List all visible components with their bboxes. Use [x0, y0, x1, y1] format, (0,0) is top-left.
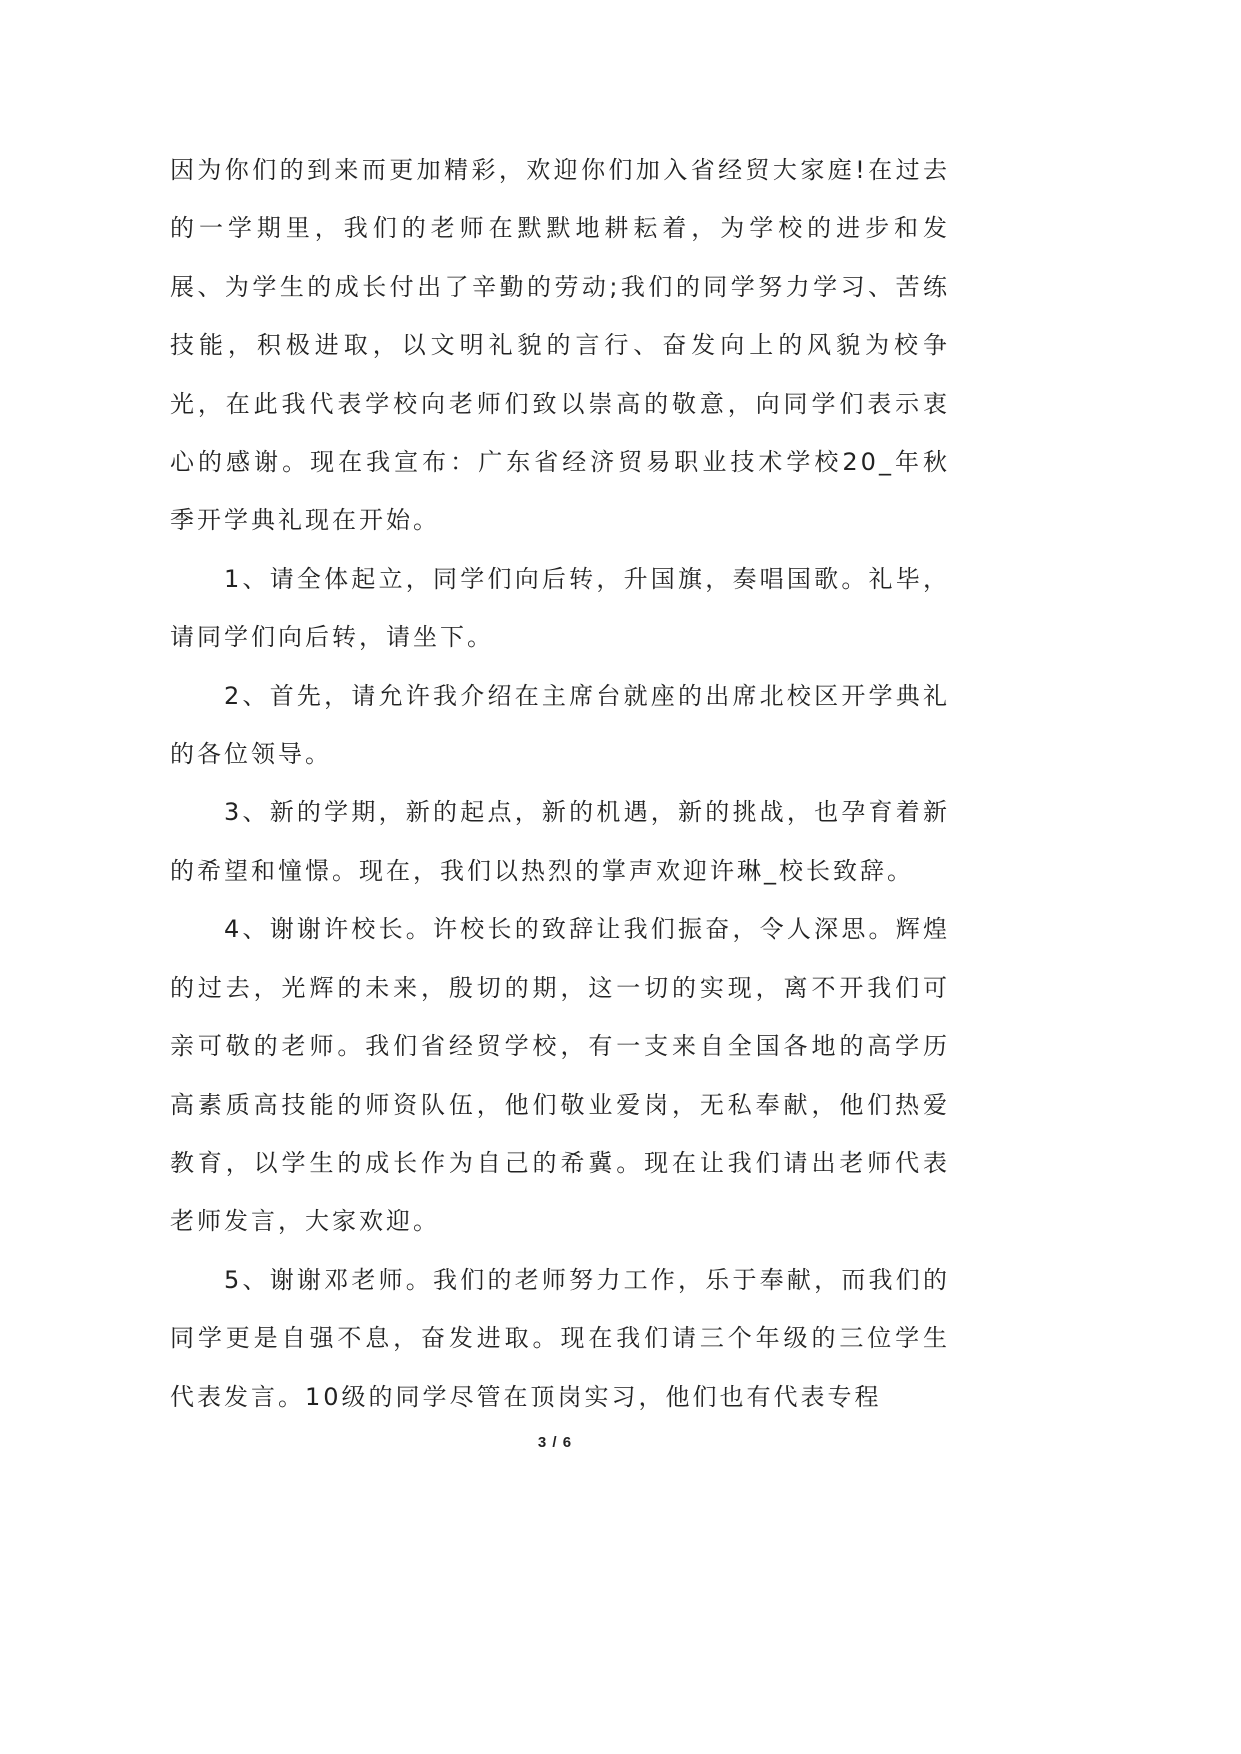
paragraph-item-2: 2、首先，请允许我介绍在主席台就座的出席北校区开学典礼的各位领导。	[170, 681, 950, 769]
paragraph-item-4: 4、谢谢许校长。许校长的致辞让我们振奋，令人深思。辉煌的过去，光辉的未来，殷切的期，这一切的实现，离不开我们可亲可敬的老师。我们省经贸学校，有一支来自全国各地的高学历高素质高技能的师资队伍，他们敬业爱岗，无私奉献，他们热爱教育，以学生的成长作为自己的希冀。现在让我们请出老师代表老师发言，大家欢迎。	[170, 915, 950, 1236]
document-body	[170, 141, 950, 1426]
paragraph-intro: 因为你们的到来而更加精彩，欢迎你们加入省经贸大家庭!在过去的一学期里，我们的老师在默默地耕耘着，为学校的进步和发展、为学生的成长付出了辛勤的劳动;我们的同学努力学习、苦练技能，积极进取，以文明礼貌的言行、奋发向上的风貌为校争光，在此我代表学校向老师们致以崇高的敬意，向同学们表示衷心的感谢。现在我宣布：广东省经济贸易职业技术学校20_年秋季开学典礼现在开始。	[170, 156, 950, 535]
paragraph-item-5: 5、谢谢邓老师。我们的老师努力工作，乐于奉献，而我们的同学更是自强不息，奋发进取。现在我们请三个年级的三位学生代表发言。10级的同学尽管在顶岗实习，他们也有代表专程	[170, 1265, 950, 1411]
paragraph-item-3: 3、新的学期，新的起点，新的机遇，新的挑战，也孕育着新的希望和憧憬。现在，我们以热烈的掌声欢迎许琳_校长致辞。	[170, 798, 950, 885]
paragraph-item-1: 1、请全体起立，同学们向后转，升国旗，奏唱国歌。礼毕，请同学们向后转，请坐下。	[170, 564, 950, 652]
page-number: 3 / 6	[537, 1434, 573, 1451]
